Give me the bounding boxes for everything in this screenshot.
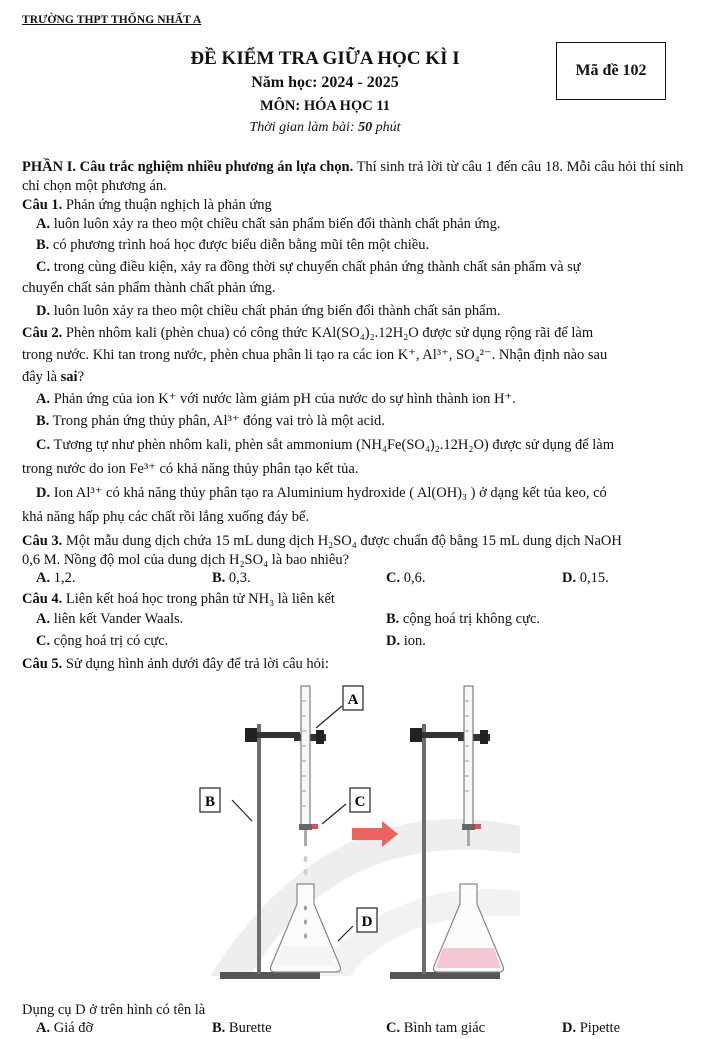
q2-option-c-cont: trong nước do ion Fe³⁺ có khả năng thủy phân tạo kết tủa. bbox=[22, 461, 359, 477]
stopcock-right bbox=[462, 824, 475, 830]
q3-option-b: B. 0,3. bbox=[212, 570, 251, 586]
q1-option-a: A. luôn luôn xảy ra theo một chiều chất sản phẩm biến đổi thành chất phản ứng. bbox=[36, 216, 501, 232]
question-1: Câu 1. Phản ứng thuận nghịch là phản ứng bbox=[22, 197, 272, 213]
question-2-line2: trong nước. Khi tan trong nước, phèn chua phân li tạo ra các ion K⁺, Al³⁺, SO₄²⁻. Nhận định nào sau bbox=[22, 347, 608, 363]
q4-option-a: A. liên kết Vander Waals. bbox=[36, 611, 184, 627]
q1-option-c-cont: chuyển chất sản phẩm thành chất phản ứng. bbox=[22, 280, 276, 296]
pointer-c bbox=[322, 804, 346, 824]
stopcock-handle-right bbox=[475, 824, 481, 829]
clamp-knob-right bbox=[410, 728, 422, 742]
q4-option-b: B. cộng hoá trị không cực. bbox=[386, 611, 541, 627]
clamp-arm-left bbox=[252, 732, 300, 738]
flask-right-liquid bbox=[436, 948, 501, 968]
exam-title: ĐỀ KIỂM TRA GIỮA HỌC KÌ I bbox=[190, 48, 460, 69]
q1-option-b: B. có phương trình hoá học được biểu diễn bằng mũi tên một chiều. bbox=[36, 237, 430, 253]
q4-option-d: D. ion. bbox=[386, 633, 426, 649]
question-4: Câu 4. Liên kết hoá học trong phân tử NH₃ là liên kết bbox=[22, 591, 335, 607]
school-name: TRƯỜNG THPT THỐNG NHẤT A bbox=[22, 14, 202, 26]
q3-option-d: D. 0,15. bbox=[562, 570, 609, 586]
drop bbox=[304, 856, 308, 862]
label-b: B bbox=[204, 794, 216, 810]
question-2: Câu 2. Phèn nhôm kali (phèn chua) có công thức KAl(SO₄)₂.12H₂O được sử dụng rộng rãi để làm bbox=[22, 325, 594, 341]
q5-option-d: D. Pipette bbox=[562, 1020, 621, 1036]
flask-left-liquid bbox=[275, 946, 336, 966]
subject: MÔN: HÓA HỌC 11 bbox=[259, 98, 391, 114]
pointer-a bbox=[316, 706, 342, 728]
titration-figure bbox=[190, 676, 520, 994]
school-year: Năm học: 2024 - 2025 bbox=[251, 74, 399, 91]
q1-option-d: D. luôn luôn xảy ra theo một chiều chất phản ứng biến đổi thành chất sản phẩm. bbox=[36, 303, 501, 319]
stand-base-left bbox=[220, 972, 320, 979]
q2-option-d: D. Ion Al³⁺ có khả năng thủy phân tạo ra Aluminium hydroxide ( Al(OH)₃ ) ở dạng kết tủa keo, có bbox=[36, 485, 607, 501]
burette-tip-right bbox=[467, 830, 470, 846]
question-2-line3: đây là sai? bbox=[22, 369, 85, 385]
burette-right bbox=[464, 686, 473, 826]
q5-question: Dụng cụ D ở trên hình có tên là bbox=[22, 1002, 206, 1018]
exam-code-box: Mã đề 102 bbox=[556, 42, 666, 100]
q3-option-c: C. 0,6. bbox=[386, 570, 426, 586]
q2-option-a: A. Phản ứng của ion K⁺ với nước làm giảm pH của nước do sự hình thành ion H⁺. bbox=[36, 391, 516, 407]
label-c: C bbox=[354, 794, 366, 810]
q1-option-c: C. trong cùng điều kiện, xảy ra đồng thời sự chuyển chất phản ứng thành chất sản phẩm và sự bbox=[36, 259, 581, 275]
q3-option-a: A. 1,2. bbox=[36, 570, 76, 586]
label-d: D bbox=[361, 914, 373, 930]
q2-option-b: B. Trong phản ứng thủy phân, Al³⁺ đóng vai trò là một acid. bbox=[36, 413, 385, 429]
q5-option-c: C. Bình tam giác bbox=[386, 1020, 486, 1036]
part1-heading: PHẦN I. Câu trắc nghiệm nhiều phương án lựa chọn. Thí sinh trả lời từ câu 1 đến câu 18. Mỗi câu hỏi thí sinh chỉ chọn một phương án. bbox=[22, 159, 684, 194]
clamp-arm-right bbox=[416, 732, 464, 738]
q5-option-a: A. Giá đỡ bbox=[36, 1020, 94, 1036]
stopcock-left bbox=[299, 824, 312, 830]
question-3-line2: 0,6 M. Nồng độ mol của dung dịch H₂SO₄ là bao nhiêu? bbox=[22, 552, 350, 568]
q2-option-c: C. Tương tự như phèn nhôm kali, phèn sắt ammonium (NH₄Fe(SO₄)₂.12H₂O) được sử dụng để làm bbox=[36, 437, 615, 453]
stand-base-right bbox=[390, 972, 500, 979]
burette-tip-left bbox=[304, 830, 307, 846]
drop bbox=[304, 869, 308, 875]
stand-rod-left bbox=[257, 724, 261, 974]
burette-left bbox=[301, 686, 310, 826]
clamp-screw-right bbox=[480, 730, 488, 744]
label-a: A bbox=[347, 692, 359, 708]
stopcock-handle-left bbox=[312, 824, 318, 829]
question-5: Câu 5. Sử dụng hình ảnh dưới đây để trả lời câu hỏi: bbox=[22, 656, 329, 672]
exam-time: Thời gian làm bài: 50 phút bbox=[249, 120, 401, 135]
clamp-knob-left bbox=[245, 728, 257, 742]
pointer-b bbox=[232, 800, 252, 821]
clamp-screw-left bbox=[316, 730, 324, 744]
q4-option-c: C. cộng hoá trị có cực. bbox=[36, 633, 169, 649]
question-3: Câu 3. Một mẫu dung dịch chứa 15 mL dung dịch H₂SO₄ được chuẩn độ bằng 15 mL dung dịch NaOH bbox=[22, 533, 622, 549]
q2-option-d-cont: khả năng hấp phụ các chất rồi lắng xuống đáy bể. bbox=[22, 509, 310, 525]
q5-option-b: B. Burette bbox=[212, 1020, 272, 1036]
stand-rod-right bbox=[422, 724, 426, 974]
